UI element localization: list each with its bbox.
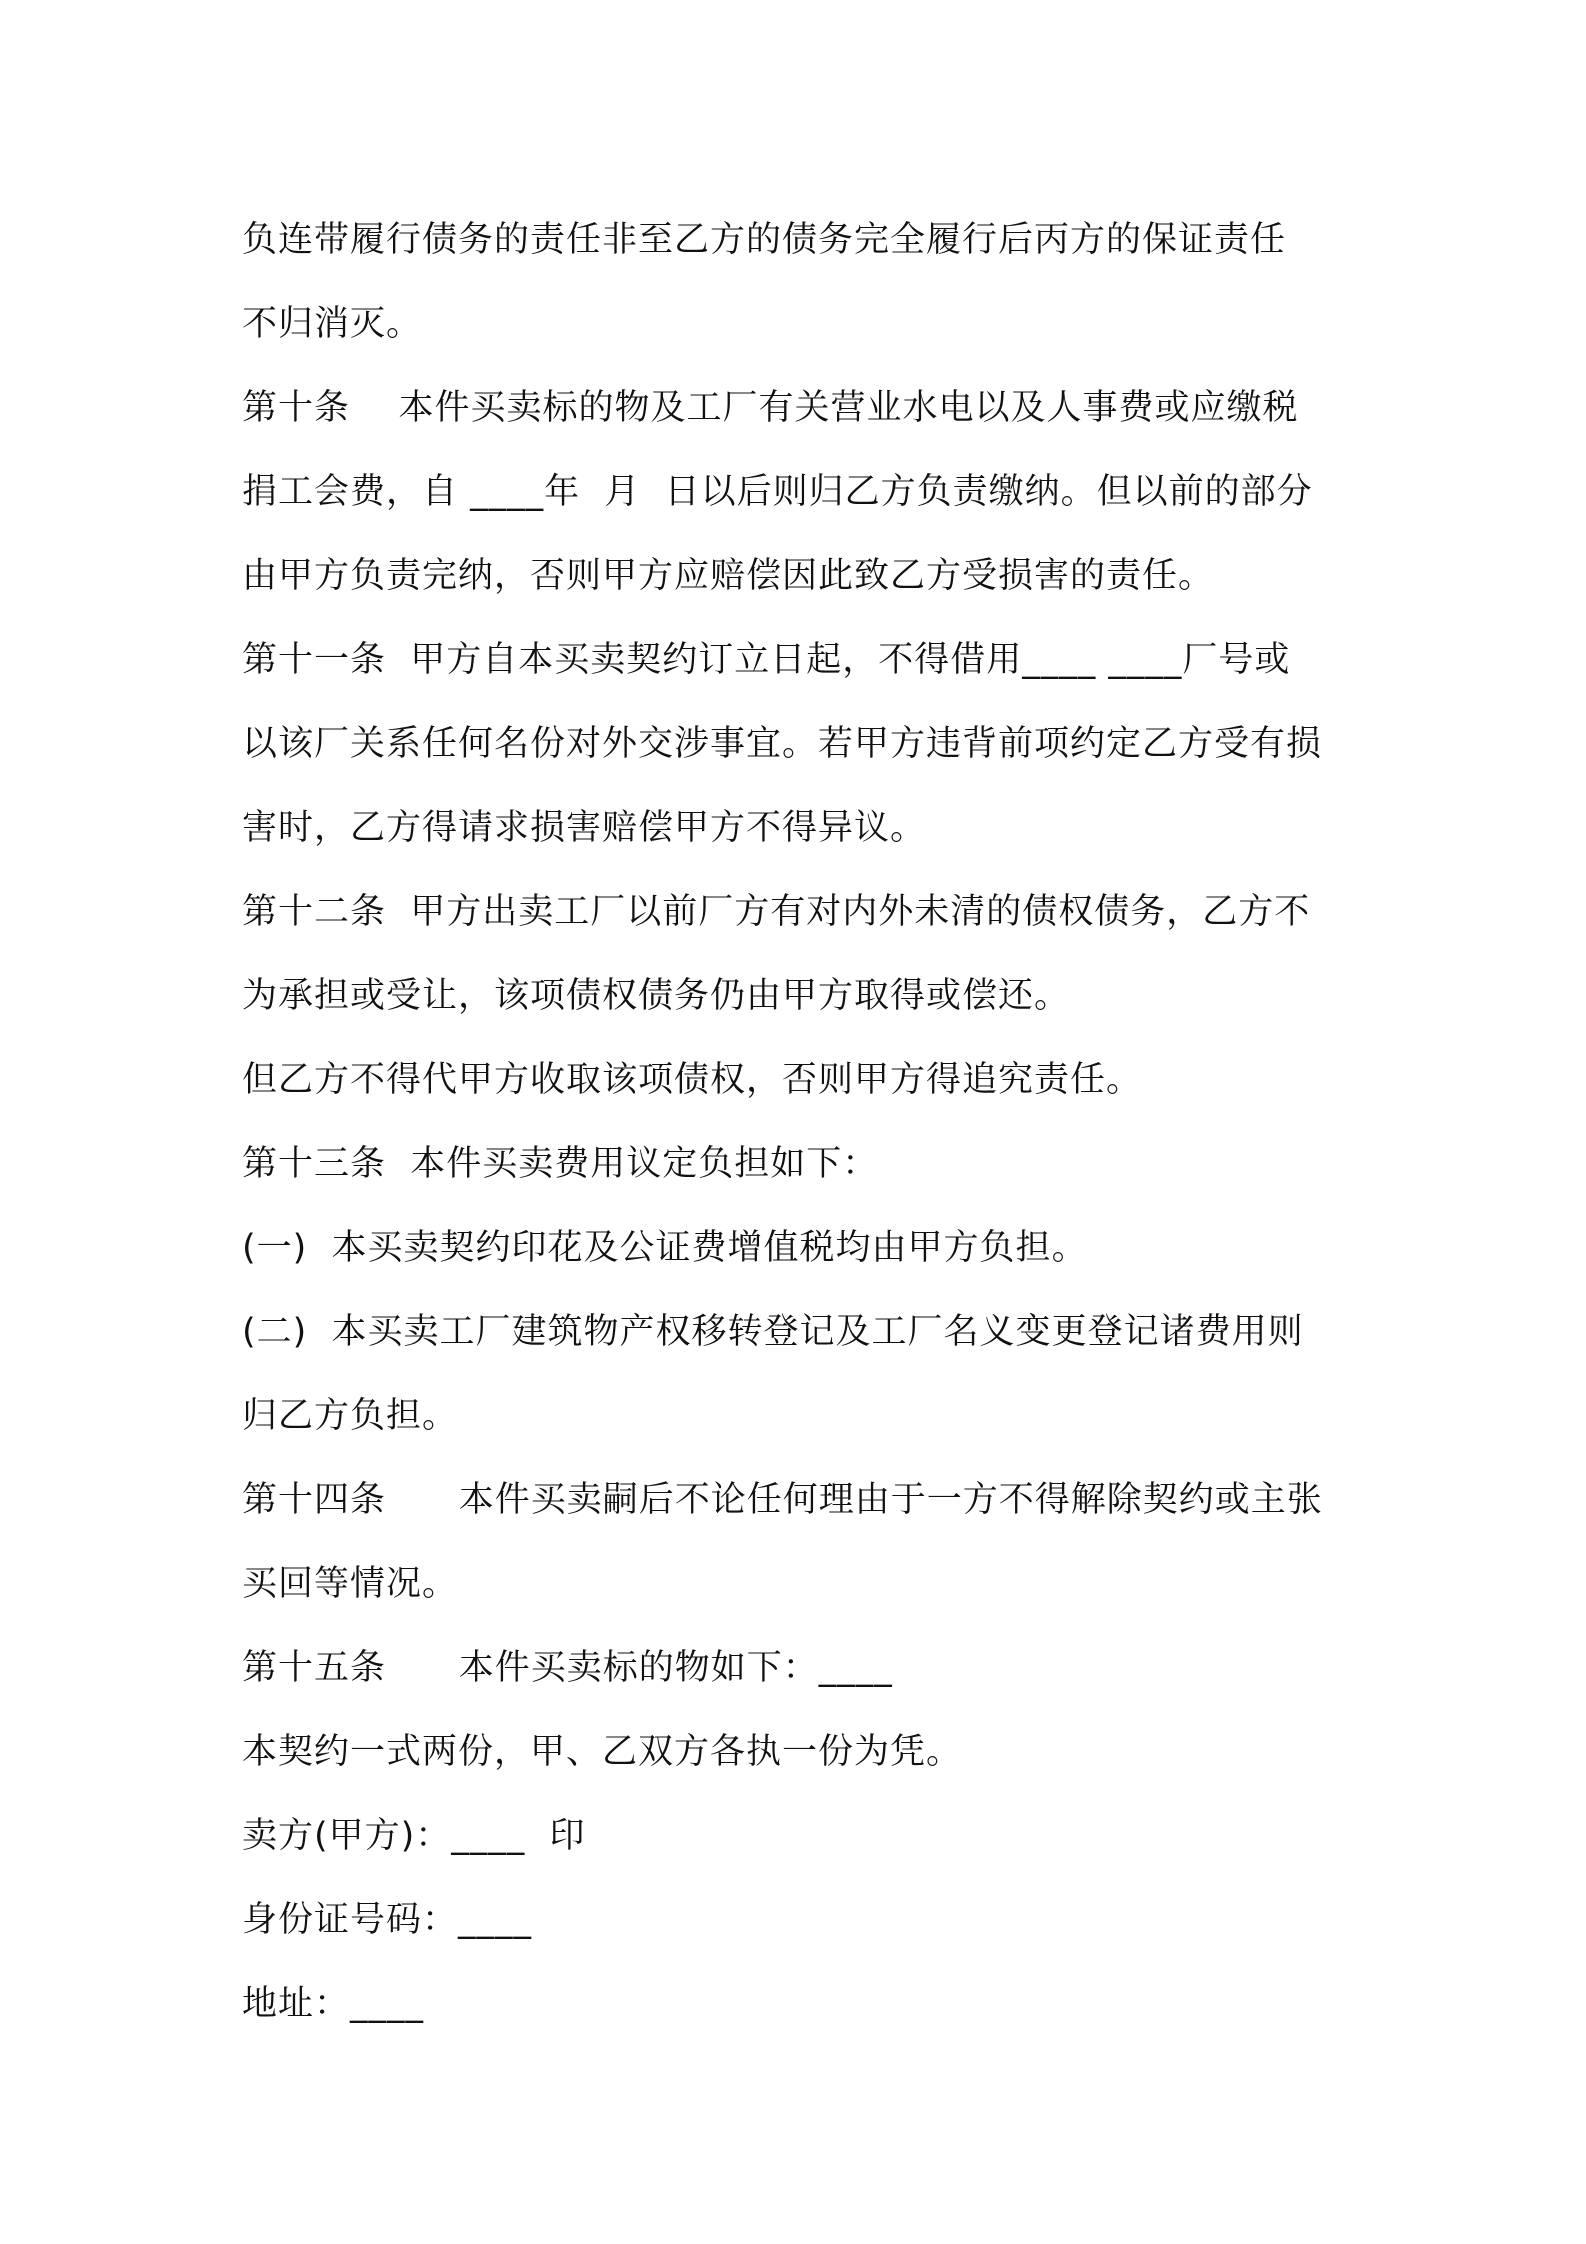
- document-body: [242, 198, 1362, 2046]
- paragraph-line: 买回等情况。: [242, 1564, 459, 1604]
- paragraph-line: 但乙方不得代甲方收取该项债权，否则甲方得追究责任。: [242, 1060, 1143, 1100]
- seller-signature-field: 卖方(甲方)：____ 印: [242, 1816, 586, 1856]
- paragraph-line: 害时，乙方得请求损害赔偿甲方不得异议。: [242, 808, 927, 848]
- article-15-line: 第十五条 本件买卖标的物如下：____: [242, 1648, 893, 1688]
- clause-1-line: (一) 本买卖契约印花及公证费增值税均由甲方负担。: [242, 1228, 1088, 1268]
- paragraph-line: 归乙方负担。: [242, 1396, 459, 1436]
- article-12-line: 第十二条 甲方出卖工厂以前厂方有对内外未清的债权债务，乙方不: [242, 892, 1311, 932]
- article-13-line: 第十三条 本件买卖费用议定负担如下：: [242, 1144, 879, 1184]
- paragraph-line: 不归消灭。: [242, 304, 423, 344]
- paragraph-line: 以该厂关系任何名份对外交涉事宜。若甲方违背前项约定乙方受有损: [242, 724, 1323, 764]
- article-11-line: 第十一条 甲方自本买卖契约订立日起，不得借用____ ____厂号或: [242, 640, 1291, 680]
- copies-statement: 本契约一式两份，甲、乙双方各执一份为凭。: [242, 1732, 963, 1772]
- id-number-field: 身份证号码：____: [242, 1900, 533, 1940]
- address-field: 地址：____: [242, 1984, 425, 2024]
- article-14-line: 第十四条 本件买卖嗣后不论任何理由于一方不得解除契约或主张: [242, 1480, 1323, 1520]
- clause-2-line: (二) 本买卖工厂建筑物产权移转登记及工厂名义变更登记诸费用则: [242, 1312, 1304, 1352]
- paragraph-line: 捐工会费，自 ____年 月 日以后则归乙方负责缴纳。但以前的部分: [242, 472, 1313, 512]
- paragraph-line: 为承担或受让，该项债权债务仍由甲方取得或偿还。: [242, 976, 1071, 1016]
- article-10-line: 第十条 本件买卖标的物及工厂有关营业水电以及人事费或应缴税: [242, 388, 1299, 428]
- paragraph-line: 由甲方负责完纳，否则甲方应赔偿因此致乙方受损害的责任。: [242, 556, 1215, 596]
- paragraph-line: 负连带履行债务的责任非至乙方的债务完全履行后丙方的保证责任: [242, 220, 1287, 260]
